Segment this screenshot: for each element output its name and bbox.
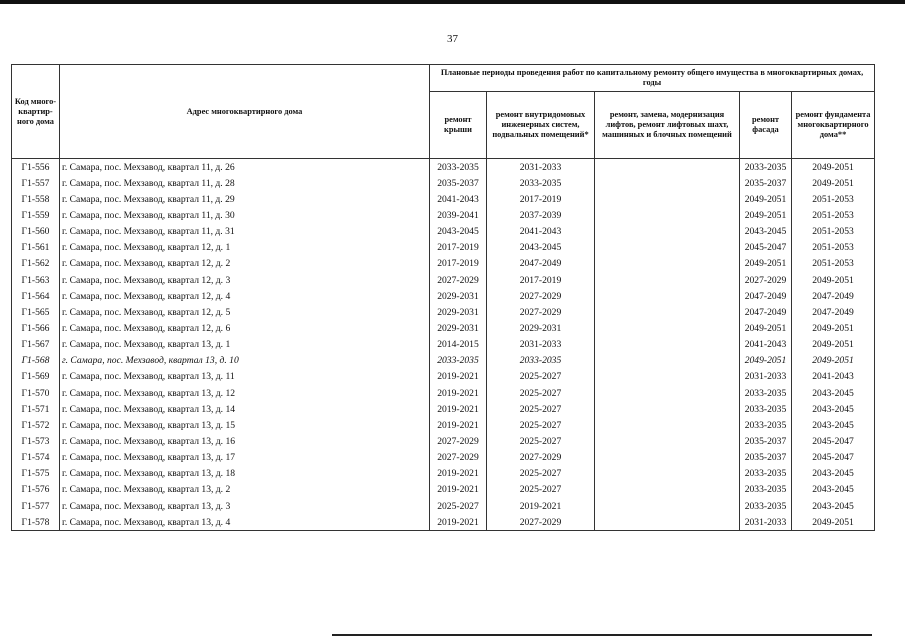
cell-address: г. Самара, пос. Мехзавод, квартал 13, д. 10: [60, 353, 430, 369]
header-address: Адрес многоквартирного дома: [60, 65, 430, 159]
cell-code: Г1-561: [12, 240, 60, 256]
table-row: [12, 401, 875, 417]
cell-code: Г1-578: [12, 514, 60, 531]
cell-facade: 2031-2033: [740, 369, 792, 385]
cell-facade: 2045-2047: [740, 240, 792, 256]
cell-code: Г1-563: [12, 272, 60, 288]
cell-elevator: [595, 337, 740, 353]
cell-roof: 2014-2015: [430, 337, 487, 353]
capital-repair-table: [11, 64, 875, 531]
cell-elevator: [595, 224, 740, 240]
cell-foundation: 2051-2053: [792, 256, 875, 272]
cell-roof: 2039-2041: [430, 207, 487, 223]
cell-address: г. Самара, пос. Мехзавод, квартал 13, д. 16: [60, 433, 430, 449]
cell-engineering: 2037-2039: [487, 207, 595, 223]
cell-elevator: [595, 417, 740, 433]
cell-elevator: [595, 369, 740, 385]
cell-foundation: 2049-2051: [792, 272, 875, 288]
cell-foundation: 2049-2051: [792, 175, 875, 191]
cell-facade: 2043-2045: [740, 224, 792, 240]
cell-facade: 2035-2037: [740, 175, 792, 191]
cell-engineering: 2025-2027: [487, 369, 595, 385]
table-row: [12, 288, 875, 304]
cell-code: Г1-565: [12, 304, 60, 320]
cell-elevator: [595, 272, 740, 288]
cell-roof: 2033-2035: [430, 159, 487, 176]
cell-address: г. Самара, пос. Мехзавод, квартал 13, д. 3: [60, 498, 430, 514]
table-row: [12, 353, 875, 369]
table-row: [12, 514, 875, 531]
cell-foundation: 2049-2051: [792, 337, 875, 353]
cell-roof: 2019-2021: [430, 369, 487, 385]
header-engineering: ремонт внутридомовых инженерных систем, подвальных помещений*: [487, 92, 595, 159]
cell-code: Г1-570: [12, 385, 60, 401]
cell-foundation: 2049-2051: [792, 320, 875, 336]
cell-facade: 2033-2035: [740, 385, 792, 401]
cell-engineering: 2025-2027: [487, 466, 595, 482]
cell-facade: 2033-2035: [740, 482, 792, 498]
cell-elevator: [595, 191, 740, 207]
cell-facade: 2031-2033: [740, 514, 792, 531]
cell-address: г. Самара, пос. Мехзавод, квартал 12, д. 3: [60, 272, 430, 288]
cell-elevator: [595, 175, 740, 191]
cell-code: Г1-574: [12, 450, 60, 466]
cell-engineering: 2033-2035: [487, 175, 595, 191]
cell-foundation: 2051-2053: [792, 240, 875, 256]
cell-code: Г1-557: [12, 175, 60, 191]
cell-facade: 2049-2051: [740, 207, 792, 223]
cell-facade: 2047-2049: [740, 304, 792, 320]
cell-facade: 2049-2051: [740, 353, 792, 369]
cell-address: г. Самара, пос. Мехзавод, квартал 13, д. 14: [60, 401, 430, 417]
cell-foundation: 2043-2045: [792, 482, 875, 498]
cell-foundation: 2043-2045: [792, 417, 875, 433]
cell-roof: 2019-2021: [430, 466, 487, 482]
header-roof: ремонт крыши: [430, 92, 487, 159]
cell-elevator: [595, 498, 740, 514]
cell-roof: 2041-2043: [430, 191, 487, 207]
cell-address: г. Самара, пос. Мехзавод, квартал 13, д. 12: [60, 385, 430, 401]
cell-code: Г1-573: [12, 433, 60, 449]
cell-code: Г1-577: [12, 498, 60, 514]
cell-code: Г1-569: [12, 369, 60, 385]
cell-facade: 2033-2035: [740, 498, 792, 514]
cell-code: Г1-576: [12, 482, 60, 498]
table-row: [12, 272, 875, 288]
header-code: Код много-квартир-ного дома: [12, 65, 60, 159]
cell-address: г. Самара, пос. Мехзавод, квартал 13, д. 17: [60, 450, 430, 466]
cell-address: г. Самара, пос. Мехзавод, квартал 13, д. 4: [60, 514, 430, 531]
cell-engineering: 2019-2021: [487, 498, 595, 514]
cell-foundation: 2049-2051: [792, 159, 875, 176]
cell-roof: 2019-2021: [430, 401, 487, 417]
cell-facade: 2041-2043: [740, 337, 792, 353]
cell-facade: 2027-2029: [740, 272, 792, 288]
cell-foundation: 2051-2053: [792, 207, 875, 223]
cell-foundation: 2049-2051: [792, 353, 875, 369]
cell-foundation: 2045-2047: [792, 450, 875, 466]
cell-roof: 2029-2031: [430, 288, 487, 304]
cell-address: г. Самара, пос. Мехзавод, квартал 11, д. 30: [60, 207, 430, 223]
cell-foundation: 2047-2049: [792, 288, 875, 304]
cell-foundation: 2051-2053: [792, 224, 875, 240]
top-rule: [0, 0, 905, 4]
cell-engineering: 2029-2031: [487, 320, 595, 336]
cell-engineering: 2027-2029: [487, 514, 595, 531]
table-row: [12, 450, 875, 466]
cell-foundation: 2045-2047: [792, 433, 875, 449]
cell-foundation: 2043-2045: [792, 401, 875, 417]
cell-elevator: [595, 320, 740, 336]
cell-facade: 2033-2035: [740, 417, 792, 433]
page-number: 37: [447, 33, 458, 45]
cell-elevator: [595, 514, 740, 531]
cell-foundation: 2041-2043: [792, 369, 875, 385]
cell-engineering: 2031-2033: [487, 159, 595, 176]
cell-engineering: 2033-2035: [487, 353, 595, 369]
table-row: [12, 320, 875, 336]
cell-elevator: [595, 482, 740, 498]
table-row: [12, 498, 875, 514]
header-foundation: ремонт фундамента многоквартирного дома**: [792, 92, 875, 159]
table-body: [12, 159, 875, 531]
cell-roof: 2019-2021: [430, 417, 487, 433]
cell-code: Г1-567: [12, 337, 60, 353]
cell-elevator: [595, 450, 740, 466]
cell-address: г. Самара, пос. Мехзавод, квартал 12, д. 1: [60, 240, 430, 256]
cell-address: г. Самара, пос. Мехзавод, квартал 12, д. 2: [60, 256, 430, 272]
cell-roof: 2019-2021: [430, 482, 487, 498]
cell-facade: 2033-2035: [740, 401, 792, 417]
cell-roof: 2043-2045: [430, 224, 487, 240]
cell-elevator: [595, 433, 740, 449]
table-row: [12, 304, 875, 320]
cell-code: Г1-558: [12, 191, 60, 207]
cell-facade: 2047-2049: [740, 288, 792, 304]
cell-foundation: 2043-2045: [792, 466, 875, 482]
cell-roof: 2035-2037: [430, 175, 487, 191]
cell-facade: 2049-2051: [740, 191, 792, 207]
cell-address: г. Самара, пос. Мехзавод, квартал 13, д. 1: [60, 337, 430, 353]
table-row: [12, 256, 875, 272]
cell-address: г. Самара, пос. Мехзавод, квартал 12, д. 5: [60, 304, 430, 320]
cell-elevator: [595, 240, 740, 256]
table-row: [12, 240, 875, 256]
cell-engineering: 2025-2027: [487, 433, 595, 449]
header-periods-title: Плановые периоды проведения работ по капитальному ремонту общего имущества в многоквартирных домах, годы: [430, 65, 875, 92]
table-row: [12, 224, 875, 240]
cell-code: Г1-556: [12, 159, 60, 176]
cell-facade: 2035-2037: [740, 450, 792, 466]
table-row: [12, 466, 875, 482]
cell-roof: 2019-2021: [430, 385, 487, 401]
table-row: [12, 175, 875, 191]
cell-elevator: [595, 207, 740, 223]
cell-elevator: [595, 304, 740, 320]
cell-code: Г1-572: [12, 417, 60, 433]
cell-roof: 2017-2019: [430, 256, 487, 272]
table-row: [12, 337, 875, 353]
cell-engineering: 2031-2033: [487, 337, 595, 353]
cell-engineering: 2025-2027: [487, 482, 595, 498]
cell-engineering: 2047-2049: [487, 256, 595, 272]
cell-foundation: 2043-2045: [792, 385, 875, 401]
cell-engineering: 2025-2027: [487, 417, 595, 433]
cell-code: Г1-571: [12, 401, 60, 417]
cell-roof: 2029-2031: [430, 304, 487, 320]
cell-address: г. Самара, пос. Мехзавод, квартал 11, д. 28: [60, 175, 430, 191]
cell-roof: 2027-2029: [430, 433, 487, 449]
cell-roof: 2019-2021: [430, 514, 487, 531]
table-row: [12, 482, 875, 498]
cell-elevator: [595, 401, 740, 417]
cell-roof: 2033-2035: [430, 353, 487, 369]
cell-roof: 2025-2027: [430, 498, 487, 514]
cell-code: Г1-562: [12, 256, 60, 272]
cell-facade: 2033-2035: [740, 159, 792, 176]
cell-engineering: 2027-2029: [487, 450, 595, 466]
cell-engineering: 2041-2043: [487, 224, 595, 240]
cell-address: г. Самара, пос. Мехзавод, квартал 13, д. 18: [60, 466, 430, 482]
cell-code: Г1-559: [12, 207, 60, 223]
table-row: [12, 159, 875, 176]
cell-elevator: [595, 353, 740, 369]
cell-elevator: [595, 256, 740, 272]
cell-code: Г1-560: [12, 224, 60, 240]
cell-code: Г1-568: [12, 353, 60, 369]
cell-engineering: 2025-2027: [487, 401, 595, 417]
cell-engineering: 2017-2019: [487, 191, 595, 207]
cell-elevator: [595, 159, 740, 176]
cell-elevator: [595, 288, 740, 304]
cell-address: г. Самара, пос. Мехзавод, квартал 12, д. 4: [60, 288, 430, 304]
table-row: [12, 417, 875, 433]
cell-address: г. Самара, пос. Мехзавод, квартал 13, д. 15: [60, 417, 430, 433]
cell-facade: 2033-2035: [740, 466, 792, 482]
header-elevator: ремонт, замена, модернизация лифтов, ремонт лифтовых шахт, машинных и блочных помещений: [595, 92, 740, 159]
table-row: [12, 433, 875, 449]
cell-foundation: 2049-2051: [792, 514, 875, 531]
cell-address: г. Самара, пос. Мехзавод, квартал 13, д. 11: [60, 369, 430, 385]
cell-engineering: 2043-2045: [487, 240, 595, 256]
cell-code: Г1-566: [12, 320, 60, 336]
cell-engineering: 2027-2029: [487, 304, 595, 320]
table-row: [12, 385, 875, 401]
cell-engineering: 2017-2019: [487, 272, 595, 288]
cell-engineering: 2027-2029: [487, 288, 595, 304]
cell-roof: 2027-2029: [430, 450, 487, 466]
cell-facade: 2049-2051: [740, 320, 792, 336]
cell-roof: 2029-2031: [430, 320, 487, 336]
cell-elevator: [595, 385, 740, 401]
cell-address: г. Самара, пос. Мехзавод, квартал 13, д. 2: [60, 482, 430, 498]
table-row: [12, 191, 875, 207]
bottom-rule: [332, 634, 872, 636]
cell-engineering: 2025-2027: [487, 385, 595, 401]
cell-roof: 2017-2019: [430, 240, 487, 256]
table-row: [12, 207, 875, 223]
cell-address: г. Самара, пос. Мехзавод, квартал 12, д. 6: [60, 320, 430, 336]
cell-roof: 2027-2029: [430, 272, 487, 288]
cell-facade: 2035-2037: [740, 433, 792, 449]
cell-code: Г1-564: [12, 288, 60, 304]
cell-code: Г1-575: [12, 466, 60, 482]
cell-facade: 2049-2051: [740, 256, 792, 272]
cell-address: г. Самара, пос. Мехзавод, квартал 11, д. 29: [60, 191, 430, 207]
cell-foundation: 2043-2045: [792, 498, 875, 514]
cell-elevator: [595, 466, 740, 482]
cell-foundation: 2051-2053: [792, 191, 875, 207]
cell-address: г. Самара, пос. Мехзавод, квартал 11, д. 26: [60, 159, 430, 176]
header-facade: ремонт фасада: [740, 92, 792, 159]
table-row: [12, 369, 875, 385]
cell-address: г. Самара, пос. Мехзавод, квартал 11, д. 31: [60, 224, 430, 240]
cell-foundation: 2047-2049: [792, 304, 875, 320]
